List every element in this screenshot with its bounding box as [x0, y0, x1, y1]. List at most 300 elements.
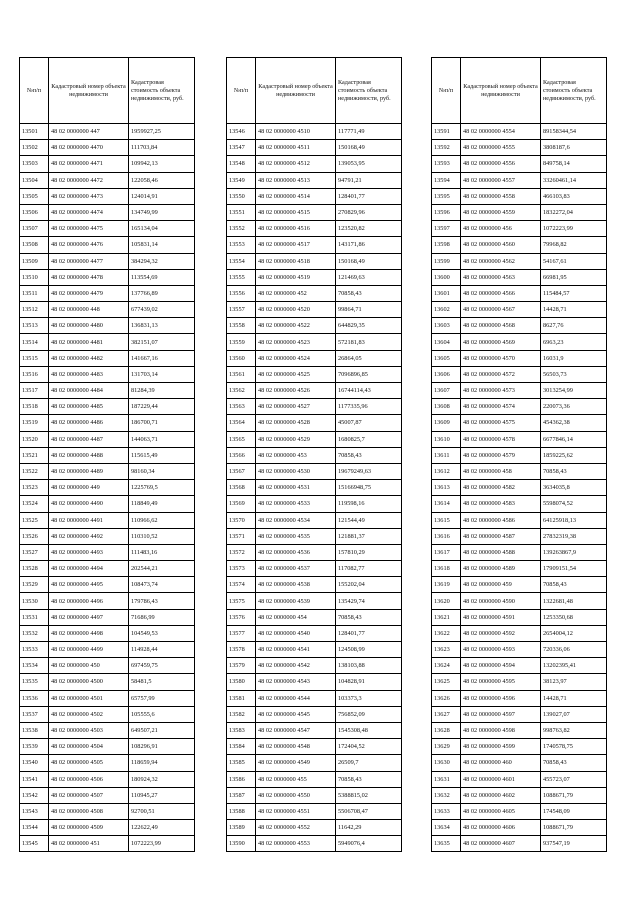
cell-cadastral-number: 48 02 0000000 4479: [49, 285, 129, 301]
cell-cadastral-number: 48 02 0000000 4538: [256, 577, 336, 593]
table-row: [432, 415, 607, 431]
cell-cadastral-number: 48 02 0000000 4487: [49, 431, 129, 447]
cell-cadastral-number: 48 02 0000000 4472: [49, 172, 129, 188]
cell-cadastral-number: 48 02 0000000 4579: [461, 447, 541, 463]
cell-number: 13577: [227, 625, 256, 641]
cell-number: 13554: [227, 253, 256, 269]
cell-number: 13518: [20, 399, 49, 415]
cell-cadastral-cost: 99864,71: [336, 302, 402, 318]
cell-cadastral-number: 48 02 0000000 4591: [461, 609, 541, 625]
cell-number: 13546: [227, 124, 256, 140]
cell-number: 13551: [227, 204, 256, 220]
cell-number: 13619: [432, 577, 461, 593]
table-row: [20, 658, 195, 674]
cell-cadastral-number: 48 02 0000000 4540: [256, 625, 336, 641]
cell-number: 13533: [20, 642, 49, 658]
cell-number: 13610: [432, 431, 461, 447]
cell-cadastral-cost: 109942,13: [129, 156, 195, 172]
cell-cadastral-cost: 128401,77: [336, 188, 402, 204]
cell-number: 13501: [20, 124, 49, 140]
table-row: [20, 221, 195, 237]
cell-cadastral-number: 48 02 0000000 4599: [461, 739, 541, 755]
cell-number: 13535: [20, 674, 49, 690]
cell-cadastral-number: 48 02 0000000 4475: [49, 221, 129, 237]
cell-number: 13575: [227, 593, 256, 609]
cell-cadastral-cost: 14428,71: [541, 302, 607, 318]
cell-cadastral-cost: 382151,07: [129, 334, 195, 350]
cell-cadastral-number: 48 02 0000000 4582: [461, 480, 541, 496]
cell-cadastral-number: 48 02 0000000 4488: [49, 447, 129, 463]
table-row: [20, 431, 195, 447]
table-row: [432, 577, 607, 593]
cell-cadastral-cost: 104828,91: [336, 674, 402, 690]
table-row: [227, 172, 402, 188]
table-row: [227, 318, 402, 334]
cell-number: 13503: [20, 156, 49, 172]
cell-cadastral-number: 48 02 0000000 4517: [256, 237, 336, 253]
table-row: [227, 447, 402, 463]
cell-number: 13620: [432, 593, 461, 609]
table-row: [227, 625, 402, 641]
cell-number: 13507: [20, 221, 49, 237]
table-row: [20, 561, 195, 577]
cell-cadastral-number: 48 02 0000000 4518: [256, 253, 336, 269]
cell-cadastral-cost: 121881,37: [336, 528, 402, 544]
cell-cadastral-cost: 8627,76: [541, 318, 607, 334]
cell-cadastral-cost: 124508,99: [336, 642, 402, 658]
table-row: [432, 156, 607, 172]
cell-number: 13580: [227, 674, 256, 690]
cell-cadastral-cost: 150168,49: [336, 253, 402, 269]
cell-cadastral-cost: 14428,71: [541, 690, 607, 706]
cell-number: 13623: [432, 642, 461, 658]
cell-cadastral-number: 48 02 0000000 4477: [49, 253, 129, 269]
cell-number: 13522: [20, 463, 49, 479]
table-row: [227, 496, 402, 512]
table-row: [432, 285, 607, 301]
cell-cadastral-cost: 103373,3: [336, 690, 402, 706]
cell-cadastral-number: 48 02 0000000 453: [256, 447, 336, 463]
cell-number: 13553: [227, 237, 256, 253]
table-row: [227, 820, 402, 836]
table-row: [20, 609, 195, 625]
table-row: [227, 204, 402, 220]
cell-number: 13578: [227, 642, 256, 658]
cell-cadastral-cost: 150168,49: [336, 140, 402, 156]
header-num: №п/п: [227, 58, 256, 124]
cell-number: 13528: [20, 561, 49, 577]
cell-cadastral-cost: 697459,75: [129, 658, 195, 674]
cell-number: 13515: [20, 350, 49, 366]
cell-cadastral-cost: 3808187,6: [541, 140, 607, 156]
cell-cadastral-number: 48 02 0000000 4544: [256, 690, 336, 706]
cell-cadastral-number: 48 02 0000000 4583: [461, 496, 541, 512]
cell-number: 13516: [20, 366, 49, 382]
cell-cadastral-cost: 16031,9: [541, 350, 607, 366]
cell-cadastral-cost: 220073,36: [541, 399, 607, 415]
table-row: [20, 350, 195, 366]
cell-cadastral-number: 48 02 0000000 4555: [461, 140, 541, 156]
cell-cadastral-cost: 17909151,54: [541, 561, 607, 577]
cell-cadastral-cost: 66981,95: [541, 269, 607, 285]
cell-cadastral-number: 48 02 0000000 4502: [49, 706, 129, 722]
table-row: [20, 334, 195, 350]
table-row: [432, 383, 607, 399]
cell-cadastral-cost: 92700,51: [129, 803, 195, 819]
cell-cadastral-cost: 65757,99: [129, 690, 195, 706]
cell-cadastral-number: 48 02 0000000 4560: [461, 237, 541, 253]
cell-cadastral-cost: 172404,52: [336, 739, 402, 755]
cell-cadastral-number: 48 02 0000000 455: [256, 771, 336, 787]
table-row: [432, 204, 607, 220]
table-row: [432, 528, 607, 544]
cell-cadastral-cost: 108473,74: [129, 577, 195, 593]
cell-number: 13520: [20, 431, 49, 447]
table-row: [20, 820, 195, 836]
cell-number: 13571: [227, 528, 256, 544]
cell-number: 13584: [227, 739, 256, 755]
cell-cadastral-number: 48 02 0000000 4473: [49, 188, 129, 204]
cell-cadastral-number: 48 02 0000000 4541: [256, 642, 336, 658]
table-row: [227, 658, 402, 674]
cell-cadastral-number: 48 02 0000000 4490: [49, 496, 129, 512]
registry-table-3: [431, 57, 607, 852]
cell-cadastral-cost: 998763,82: [541, 722, 607, 738]
cell-cadastral-number: 48 02 0000000 4606: [461, 820, 541, 836]
cell-cadastral-number: 48 02 0000000 4587: [461, 528, 541, 544]
cell-cadastral-cost: 117082,77: [336, 561, 402, 577]
cell-number: 13512: [20, 302, 49, 318]
cell-cadastral-cost: 128401,77: [336, 625, 402, 641]
cell-cadastral-number: 48 02 0000000 4528: [256, 415, 336, 431]
cell-number: 13635: [432, 836, 461, 852]
cell-cadastral-number: 48 02 0000000 4489: [49, 463, 129, 479]
cell-cadastral-number: 48 02 0000000 4533: [256, 496, 336, 512]
cell-cadastral-cost: 111483,16: [129, 544, 195, 560]
table-row: [20, 625, 195, 641]
table-row: [432, 253, 607, 269]
cell-cadastral-number: 48 02 0000000 4537: [256, 561, 336, 577]
cell-cadastral-cost: 139263867,9: [541, 544, 607, 560]
cell-number: 13511: [20, 285, 49, 301]
table-row: [20, 544, 195, 560]
cell-cadastral-cost: 849758,14: [541, 156, 607, 172]
cell-number: 13585: [227, 755, 256, 771]
cell-cadastral-number: 48 02 0000000 4510: [256, 124, 336, 140]
cell-cadastral-cost: 15166948,75: [336, 480, 402, 496]
table-row: [227, 528, 402, 544]
cell-cadastral-cost: 19679249,63: [336, 463, 402, 479]
cell-number: 13560: [227, 350, 256, 366]
cell-number: 13616: [432, 528, 461, 544]
cell-cadastral-number: 48 02 0000000 4486: [49, 415, 129, 431]
cell-cadastral-number: 48 02 0000000 4543: [256, 674, 336, 690]
cell-cadastral-cost: 5388815,02: [336, 787, 402, 803]
cell-cadastral-cost: 187229,44: [129, 399, 195, 415]
table-row: [432, 544, 607, 560]
cell-cadastral-cost: 38123,97: [541, 674, 607, 690]
cell-cadastral-cost: 138103,88: [336, 658, 402, 674]
cell-cadastral-number: 48 02 0000000 4470: [49, 140, 129, 156]
cell-number: 13634: [432, 820, 461, 836]
cell-number: 13550: [227, 188, 256, 204]
cell-number: 13626: [432, 690, 461, 706]
table-row: [20, 463, 195, 479]
header-num: №п/п: [20, 58, 49, 124]
table-row: [432, 269, 607, 285]
table-row: [20, 399, 195, 415]
cell-cadastral-cost: 121469,63: [336, 269, 402, 285]
table-row: [20, 480, 195, 496]
cell-cadastral-cost: 70858,43: [541, 755, 607, 771]
cell-cadastral-number: 48 02 0000000 4512: [256, 156, 336, 172]
table-row: [432, 690, 607, 706]
cell-cadastral-cost: 937547,19: [541, 836, 607, 852]
cell-cadastral-cost: 113554,69: [129, 269, 195, 285]
cell-cadastral-number: 48 02 0000000 4566: [461, 285, 541, 301]
cell-cadastral-number: 48 02 0000000 4597: [461, 706, 541, 722]
cell-cadastral-number: 48 02 0000000 4485: [49, 399, 129, 415]
cell-cadastral-number: 48 02 0000000 4498: [49, 625, 129, 641]
cell-cadastral-number: 48 02 0000000 4494: [49, 561, 129, 577]
cell-cadastral-cost: 110945,27: [129, 787, 195, 803]
cell-cadastral-cost: 1959927,25: [129, 124, 195, 140]
cell-number: 13543: [20, 803, 49, 819]
cell-number: 13568: [227, 480, 256, 496]
cell-cadastral-number: 48 02 0000000 4588: [461, 544, 541, 560]
cell-cadastral-cost: 677439,02: [129, 302, 195, 318]
cell-cadastral-cost: 7096896,85: [336, 366, 402, 382]
cell-cadastral-number: 48 02 0000000 4562: [461, 253, 541, 269]
table-row: [20, 172, 195, 188]
table-row: [20, 269, 195, 285]
cell-number: 13572: [227, 544, 256, 560]
table-row: [20, 722, 195, 738]
cell-cadastral-cost: 157810,29: [336, 544, 402, 560]
table-row: [227, 561, 402, 577]
cell-number: 13609: [432, 415, 461, 431]
table-row: [20, 415, 195, 431]
cell-number: 13586: [227, 771, 256, 787]
cell-number: 13590: [227, 836, 256, 852]
table-row: [20, 739, 195, 755]
cell-cadastral-cost: 6677846,14: [541, 431, 607, 447]
cell-cadastral-cost: 135429,74: [336, 593, 402, 609]
cell-cadastral-number: 48 02 0000000 447: [49, 124, 129, 140]
table-row: [227, 755, 402, 771]
cell-cadastral-number: 48 02 0000000 4594: [461, 658, 541, 674]
table-row: [227, 739, 402, 755]
table-row: [20, 787, 195, 803]
cell-number: 13574: [227, 577, 256, 593]
cell-cadastral-number: 48 02 0000000 4547: [256, 722, 336, 738]
cell-cadastral-cost: 1177335,96: [336, 399, 402, 415]
table-row: [227, 366, 402, 382]
table-row: [227, 674, 402, 690]
table-row: [227, 334, 402, 350]
header-cost: Кадастровая стоимость объекта недвижимости, руб.: [129, 58, 195, 124]
cell-cadastral-number: 48 02 0000000 454: [256, 609, 336, 625]
cell-cadastral-number: 48 02 0000000 4536: [256, 544, 336, 560]
cell-number: 13517: [20, 383, 49, 399]
cell-cadastral-cost: 1088671,79: [541, 787, 607, 803]
cell-number: 13569: [227, 496, 256, 512]
cell-cadastral-number: 48 02 0000000 4516: [256, 221, 336, 237]
table-row: [432, 593, 607, 609]
cell-cadastral-number: 48 02 0000000 4481: [49, 334, 129, 350]
table-row: [432, 658, 607, 674]
cell-cadastral-cost: 384294,32: [129, 253, 195, 269]
table-row: [227, 593, 402, 609]
cell-number: 13617: [432, 544, 461, 560]
cell-number: 13632: [432, 787, 461, 803]
cell-cadastral-number: 48 02 0000000 4476: [49, 237, 129, 253]
cell-number: 13509: [20, 253, 49, 269]
cell-number: 13624: [432, 658, 461, 674]
table-row: [432, 739, 607, 755]
cell-cadastral-number: 48 02 0000000 4495: [49, 577, 129, 593]
table-row: [20, 253, 195, 269]
cell-cadastral-number: 48 02 0000000 4568: [461, 318, 541, 334]
cell-cadastral-number: 48 02 0000000 4554: [461, 124, 541, 140]
cell-cadastral-cost: 64125918,13: [541, 512, 607, 528]
cell-number: 13537: [20, 706, 49, 722]
table-row: [227, 399, 402, 415]
cell-number: 13594: [432, 172, 461, 188]
cell-cadastral-cost: 720336,06: [541, 642, 607, 658]
table-row: [432, 803, 607, 819]
cell-cadastral-cost: 5949076,4: [336, 836, 402, 852]
cell-number: 13544: [20, 820, 49, 836]
cell-cadastral-cost: 3013254,99: [541, 383, 607, 399]
cell-cadastral-cost: 2654004,12: [541, 625, 607, 641]
cell-number: 13622: [432, 625, 461, 641]
table-row: [227, 124, 402, 140]
cell-number: 13562: [227, 383, 256, 399]
cell-number: 13621: [432, 609, 461, 625]
table-row: [227, 787, 402, 803]
table-row: [227, 269, 402, 285]
header-cadastral: Кадастровый номер объекта недвижимости: [49, 58, 129, 124]
cell-cadastral-cost: 180924,32: [129, 771, 195, 787]
cell-cadastral-number: 48 02 0000000 4507: [49, 787, 129, 803]
cell-number: 13559: [227, 334, 256, 350]
cell-number: 13629: [432, 739, 461, 755]
cell-cadastral-number: 48 02 0000000 4505: [49, 755, 129, 771]
table-row: [20, 366, 195, 382]
table-row: [20, 528, 195, 544]
cell-cadastral-number: 48 02 0000000 4522: [256, 318, 336, 334]
cell-cadastral-cost: 649507,21: [129, 722, 195, 738]
cell-cadastral-number: 48 02 0000000 4491: [49, 512, 129, 528]
cell-cadastral-cost: 131703,14: [129, 366, 195, 382]
cell-cadastral-number: 48 02 0000000 4549: [256, 755, 336, 771]
table-row: [227, 350, 402, 366]
cell-cadastral-number: 48 02 0000000 4525: [256, 366, 336, 382]
cell-cadastral-number: 48 02 0000000 4552: [256, 820, 336, 836]
cell-cadastral-cost: 45007,87: [336, 415, 402, 431]
table-row: [227, 302, 402, 318]
cell-cadastral-cost: 5598074,52: [541, 496, 607, 512]
table-row: [432, 447, 607, 463]
table-row: [20, 642, 195, 658]
cell-number: 13534: [20, 658, 49, 674]
cell-cadastral-cost: 16744114,43: [336, 383, 402, 399]
cell-number: 13630: [432, 755, 461, 771]
cell-cadastral-number: 48 02 0000000 4511: [256, 140, 336, 156]
cell-number: 13519: [20, 415, 49, 431]
cell-cadastral-cost: 1832272,04: [541, 204, 607, 220]
cell-cadastral-number: 48 02 0000000 4500: [49, 674, 129, 690]
table-row: [227, 253, 402, 269]
cell-cadastral-number: 48 02 0000000 4503: [49, 722, 129, 738]
cell-number: 13582: [227, 706, 256, 722]
header-cadastral: Кадастровый номер объекта недвижимости: [256, 58, 336, 124]
cell-cadastral-cost: 6963,23: [541, 334, 607, 350]
table-row: [432, 350, 607, 366]
cell-cadastral-cost: 79968,82: [541, 237, 607, 253]
cell-cadastral-number: 48 02 0000000 459: [461, 577, 541, 593]
cell-cadastral-number: 48 02 0000000 4478: [49, 269, 129, 285]
cell-cadastral-number: 48 02 0000000 4553: [256, 836, 336, 852]
table-row: [432, 674, 607, 690]
cell-cadastral-cost: 13202395,41: [541, 658, 607, 674]
cell-cadastral-number: 48 02 0000000 456: [461, 221, 541, 237]
cell-cadastral-cost: 136831,13: [129, 318, 195, 334]
cell-cadastral-number: 48 02 0000000 4508: [49, 803, 129, 819]
table-row: [227, 836, 402, 852]
cell-cadastral-number: 48 02 0000000 4514: [256, 188, 336, 204]
table-row: [227, 803, 402, 819]
cell-number: 13536: [20, 690, 49, 706]
cell-number: 13540: [20, 755, 49, 771]
cell-cadastral-number: 48 02 0000000 4483: [49, 366, 129, 382]
cell-cadastral-number: 48 02 0000000 4575: [461, 415, 541, 431]
table-header-row: [20, 58, 195, 124]
registry-table-1: [19, 57, 195, 852]
cell-number: 13552: [227, 221, 256, 237]
table-row: [432, 625, 607, 641]
cell-cadastral-number: 48 02 0000000 4520: [256, 302, 336, 318]
cell-cadastral-cost: 117771,49: [336, 124, 402, 140]
cell-cadastral-number: 48 02 0000000 4474: [49, 204, 129, 220]
table-row: [227, 285, 402, 301]
cell-number: 13596: [432, 204, 461, 220]
cell-cadastral-cost: 105555,6: [129, 706, 195, 722]
cell-number: 13508: [20, 237, 49, 253]
cell-cadastral-cost: 1322681,48: [541, 593, 607, 609]
cell-cadastral-number: 48 02 0000000 4539: [256, 593, 336, 609]
cell-cadastral-cost: 27832319,38: [541, 528, 607, 544]
table-row: [20, 803, 195, 819]
table-row: [227, 237, 402, 253]
cell-cadastral-number: 48 02 0000000 4569: [461, 334, 541, 350]
cell-cadastral-cost: 118659,94: [129, 755, 195, 771]
cell-cadastral-cost: 114928,44: [129, 642, 195, 658]
cell-number: 13502: [20, 140, 49, 156]
table-row: [20, 140, 195, 156]
cell-cadastral-number: 48 02 0000000 4545: [256, 706, 336, 722]
cell-cadastral-number: 48 02 0000000 4548: [256, 739, 336, 755]
cell-number: 13538: [20, 722, 49, 738]
cell-cadastral-cost: 1072223,99: [129, 836, 195, 852]
cell-cadastral-cost: 71686,99: [129, 609, 195, 625]
cell-number: 13631: [432, 771, 461, 787]
table-row: [432, 366, 607, 382]
cell-cadastral-cost: 26864,05: [336, 350, 402, 366]
cell-number: 13525: [20, 512, 49, 528]
cell-cadastral-number: 48 02 0000000 4531: [256, 480, 336, 496]
